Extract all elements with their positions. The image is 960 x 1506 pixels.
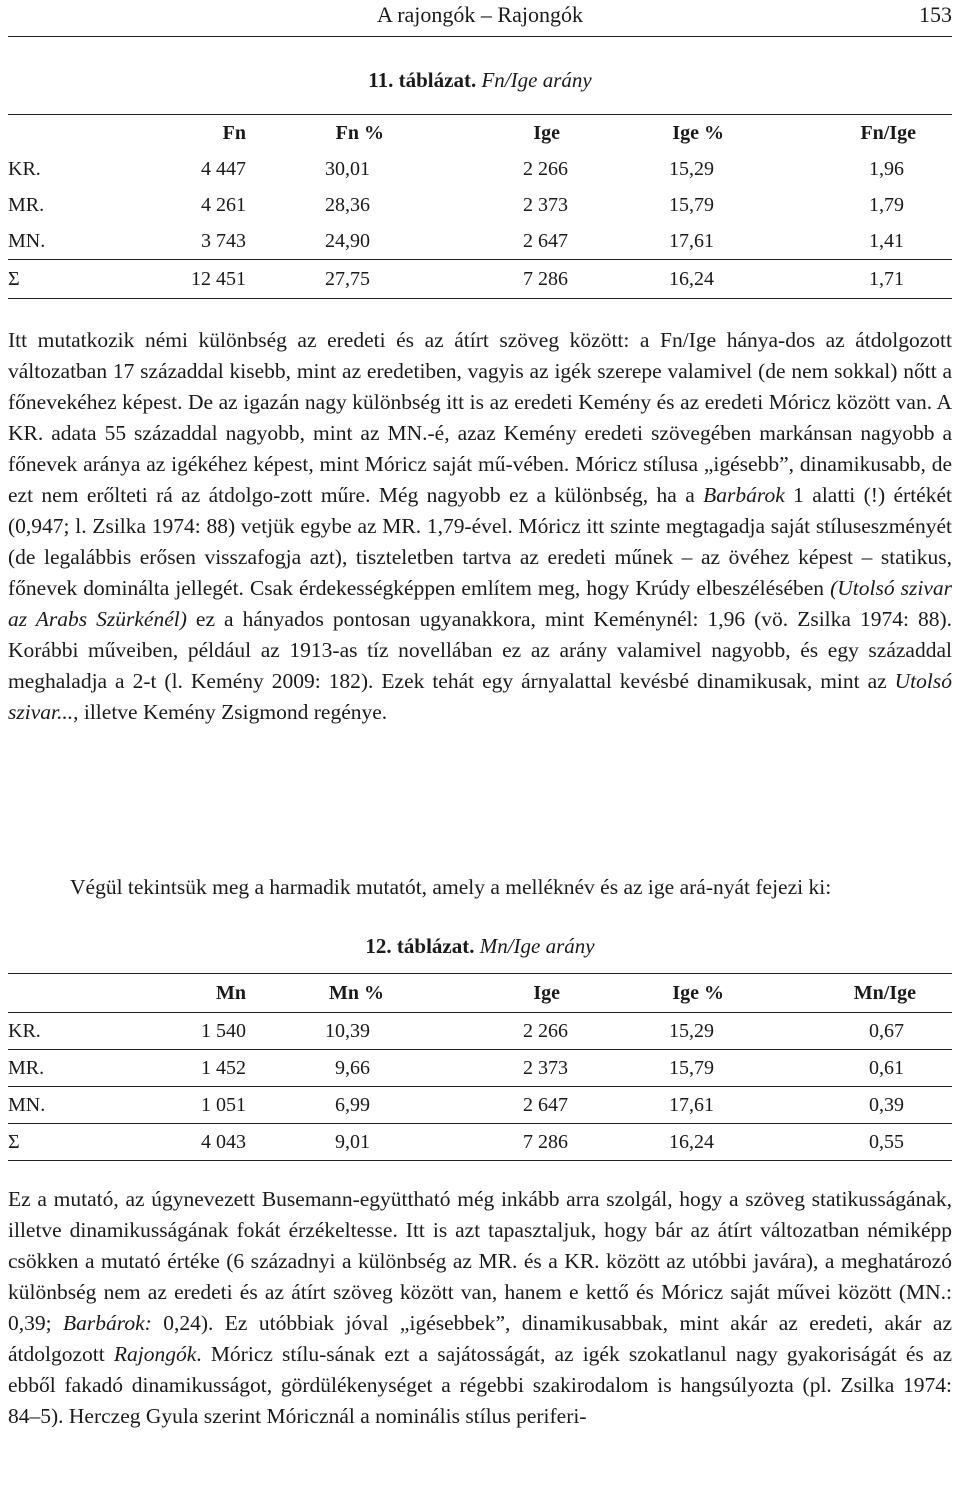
cell: 1 051 <box>128 1087 246 1124</box>
table-row <box>8 1087 952 1124</box>
table-header-row <box>8 115 952 152</box>
row-label: MN. <box>8 229 46 252</box>
paragraph: Végül tekintsük meg a harmadik mutatót, amely a melléknév és az ige ará-nyát fejezi ki: <box>70 875 832 899</box>
cell: 0,61 <box>758 1050 952 1087</box>
cell: 1,71 <box>758 260 952 299</box>
table-11-number: 11. táblázat. <box>368 68 477 92</box>
row-label: KR. <box>8 1013 128 1050</box>
table-11 <box>8 114 952 299</box>
cell: 2 373 <box>410 1050 568 1087</box>
paragraph <box>8 325 952 728</box>
cell: 2 647 <box>410 1087 568 1124</box>
row-label: KR. <box>8 157 41 180</box>
cell: 0,67 <box>758 1013 952 1050</box>
cell: 9,66 <box>246 1050 410 1087</box>
row-label: Σ <box>8 260 128 299</box>
cell: 27,75 <box>246 260 410 299</box>
column-header: Ige <box>533 981 560 1004</box>
cell: 24,90 <box>325 229 370 252</box>
cell: 4 043 <box>128 1124 246 1161</box>
paragraph-text: , illetve Kemény Zsigmond regénye. <box>73 700 388 724</box>
table-row <box>8 187 952 223</box>
table-sum-row <box>8 1124 952 1161</box>
table-11-title: Fn/Ige arány <box>481 68 592 92</box>
table-11-caption <box>8 68 952 93</box>
table-row <box>8 1050 952 1087</box>
table-12-number: 12. táblázat. <box>365 934 475 958</box>
table-12-title: Mn/Ige arány <box>479 934 595 958</box>
italic-title: Utolsó szivar... <box>8 669 952 724</box>
column-header <box>8 115 128 152</box>
italic-title: (Utolsó szivar az Arabs Szürkénél) <box>8 576 952 631</box>
column-header: Fn <box>222 121 246 144</box>
cell: 16,24 <box>568 1124 758 1161</box>
cell: 1,79 <box>869 193 904 216</box>
column-header: Mn/Ige <box>853 981 916 1004</box>
table-row <box>8 223 952 260</box>
italic-title: Rajongók <box>113 1342 197 1366</box>
column-header: Ige % <box>672 121 724 144</box>
cell: 1,96 <box>869 157 904 180</box>
cell: 2 266 <box>523 157 568 180</box>
cell: 15,79 <box>669 193 714 216</box>
table-row <box>8 151 952 187</box>
cell: 16,24 <box>568 260 758 299</box>
cell: 7 286 <box>410 1124 568 1161</box>
cell: 12 451 <box>128 260 246 299</box>
cell: 15,29 <box>568 1013 758 1050</box>
header-rule <box>8 36 952 37</box>
running-head-title: A rajongók – Rajongók <box>377 2 583 27</box>
italic-title: Barbárok <box>703 483 785 507</box>
cell: 1 540 <box>128 1013 246 1050</box>
cell: 2 266 <box>410 1013 568 1050</box>
column-header <box>8 974 128 1013</box>
cell: 3 743 <box>201 229 246 252</box>
cell: 2 647 <box>523 229 568 252</box>
column-header: Fn % <box>335 121 384 144</box>
row-label: MR. <box>8 193 45 216</box>
table-row <box>8 1013 952 1050</box>
row-label: Σ <box>8 1124 128 1161</box>
paragraph <box>8 1184 952 1432</box>
cell: 2 373 <box>523 193 568 216</box>
paragraph-text: . Móricz stílu-sának ezt a sajátosságát, az igék szokatlanul nagy gyakoriságát és az ebből fakadó dinamikusságot, gördülékenységet a régebbi szakirodalom is hangsúlyozta (pl. Zsilka 1974: 84–5). Herczeg Gyula szerint Móricznál a nominális stílus periferi- <box>8 1342 953 1428</box>
cell: 30,01 <box>325 157 370 180</box>
column-header: Fn/Ige <box>860 121 916 144</box>
table-12-caption <box>8 934 952 959</box>
italic-title: Barbárok: <box>63 1311 152 1335</box>
cell: 10,39 <box>246 1013 410 1050</box>
table-header-row <box>8 974 952 1013</box>
running-head <box>8 2 952 30</box>
paragraph-text: Ez a mutató, az úgynevezett Busemann-együttható még inkább arra szolgál, hogy a szöveg statikusságának, illetve dinamikusságának fokát érzékeltesse. Itt is azt tapasztaljuk, hogy bár az átírt változatban némiképp csökken a mutató értéke (6 századnyi a különbség az MR. és a KR. között az utóbbi javára), a meghatározó különbség nem az eredeti és az átírt szöveg között van, hanem e kettő és Móricz saját művei között (MN.: 0,39; <box>8 1187 952 1335</box>
column-header: Mn % <box>329 981 384 1004</box>
column-header: Ige <box>533 121 560 144</box>
cell: 15,79 <box>568 1050 758 1087</box>
cell: 17,61 <box>568 1087 758 1124</box>
cell: 1 452 <box>128 1050 246 1087</box>
cell: 28,36 <box>325 193 370 216</box>
column-header: Mn <box>216 981 246 1004</box>
column-header: Ige % <box>672 981 724 1004</box>
cell: 9,01 <box>246 1124 410 1161</box>
cell: 7 286 <box>410 260 568 299</box>
table-sum-row <box>8 260 952 299</box>
cell: 17,61 <box>669 229 714 252</box>
row-label: MN. <box>8 1087 128 1124</box>
row-label: MR. <box>8 1050 128 1087</box>
cell: 15,29 <box>669 157 714 180</box>
paragraph-text: ez a hányados pontosan ugyanakkora, mint Keménynél: 1,96 (vö. Zsilka 1974: 88). Korábbi műveiben, például az 1913-as tíz novellában ez az arány valamivel nagyobb, és egy századdal meghaladja a 2-t (l. Kemény 2009: 182). Ezek tehát egy árnyalattal kevésbé dinamikusak, mint az <box>8 607 953 693</box>
cell: 0,55 <box>758 1124 952 1161</box>
paragraph-text: Itt mutatkozik némi különbség az eredeti és az átírt szöveg között: a Fn/Ige hánya-dos az átdolgozott változatban 17 századdal kisebb, mint az eredetiben, vagyis az igék szerepe valamivel (de nem sokkal) nőtt a főnevekéhez képest. De az igazán nagy különbség itt is az eredeti Kemény és az eredeti Móricz között van. A KR. adata 55 századdal nagyobb, mint az MN.-é, azaz Kemény eredeti szövegében markánsan nagyobb a főnevek aránya az igékéhez képest, mint Móricz saját mű-vében. Móricz stílusa „igésebb”, dinamikusabb, de ezt nem erőlteti rá az átdolgo-zott műre. Még nagyobb ez a különbség, ha a <box>8 328 952 507</box>
cell: 1,41 <box>869 229 904 252</box>
paragraph-text: 0,24). Ez utóbbiak jóval „igésebbek”, dinamikusabbak, mint akár az eredeti, akár az átdolgozott <box>8 1311 952 1366</box>
cell: 4 447 <box>201 157 246 180</box>
cell: 0,39 <box>758 1087 952 1124</box>
table-12 <box>8 973 952 1161</box>
cell: 6,99 <box>246 1087 410 1124</box>
paragraph-text: 1 alatti (!) értékét (0,947; l. Zsilka 1974: 88) vetjük egybe az MR. 1,79-ével. Móricz itt szinte megtagadja saját stíluseszményét (de legalábbis erősen visszafogja azt), tiszteletben tartva az eredeti műnek – az övéhez képest – statikus, főnevek dominálta jellegét. Csak érdekességképpen említem meg, hogy Krúdy elbeszélésében <box>8 483 952 600</box>
page-number: 153 <box>919 2 952 27</box>
cell: 4 261 <box>201 193 246 216</box>
